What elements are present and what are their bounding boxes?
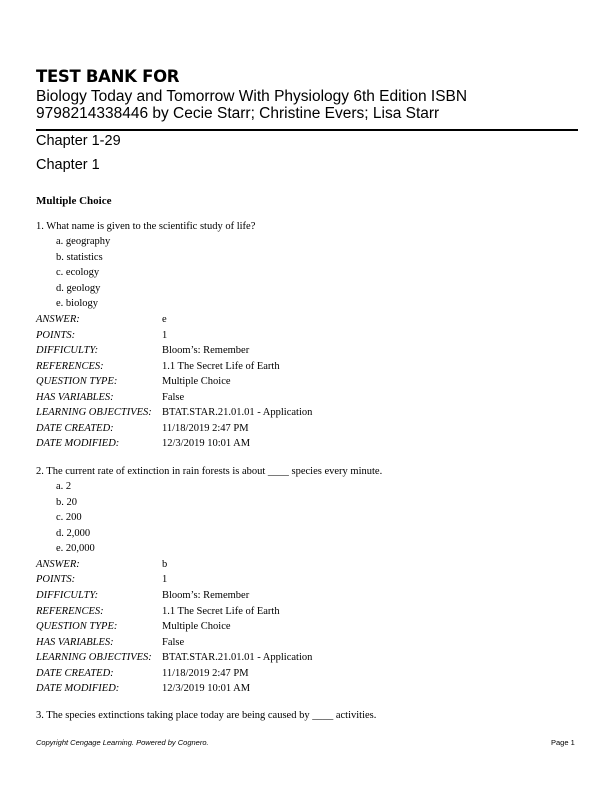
question-1-choice-a: a. geography xyxy=(56,236,111,247)
q1-points-label: POINTS: xyxy=(36,330,76,341)
q1-date-modified-value: 12/3/2019 10:01 AM xyxy=(162,438,251,449)
book-title: Biology Today and Tomorrow With Physiology 6th Edition ISBN 9798214338446 by Cecie Starr; Christine Evers; Lisa Starr xyxy=(36,88,468,122)
q1-learning-objectives-label: LEARNING OBJECTIVES: xyxy=(36,407,152,418)
q2-date-modified-value: 12/3/2019 10:01 AM xyxy=(162,683,251,694)
section-title: Multiple Choice xyxy=(36,195,112,207)
q2-references-label: REFERENCES: xyxy=(36,606,104,617)
q1-date-created-label: DATE CREATED: xyxy=(36,423,114,434)
footer-copyright: Copyright Cengage Learning. Powered by Cognero. xyxy=(36,738,209,747)
q2-difficulty-value: Bloom’s: Remember xyxy=(162,590,250,601)
question-2-stem: 2. The current rate of extinction in rain forests is about ____ species every minute. xyxy=(36,466,383,477)
q2-references-value: 1.1 The Secret Life of Earth xyxy=(162,606,280,617)
q1-question-type-value: Multiple Choice xyxy=(162,376,231,387)
q1-date-created-value: 11/18/2019 2:47 PM xyxy=(162,423,249,434)
q1-answer-value: e xyxy=(162,314,167,325)
q2-date-created-value: 11/18/2019 2:47 PM xyxy=(162,668,249,679)
q1-difficulty-label: DIFFICULTY: xyxy=(36,345,99,356)
q2-question-type-value: Multiple Choice xyxy=(162,621,231,632)
question-2-choice-a: a. 2 xyxy=(56,481,72,492)
q2-question-type-label: QUESTION TYPE: xyxy=(36,621,118,632)
question-1-choice-d: d. geology xyxy=(56,283,101,294)
chapter-title: Chapter 1 xyxy=(36,157,100,173)
q1-question-type-label: QUESTION TYPE: xyxy=(36,376,118,387)
footer-page-number: Page 1 xyxy=(551,738,575,747)
q1-has-variables-label: HAS VARIABLES: xyxy=(36,392,114,403)
q1-has-variables-value: False xyxy=(162,392,185,403)
question-2-choice-b: b. 20 xyxy=(56,497,77,508)
heading-divider xyxy=(36,129,578,131)
q1-references-value: 1.1 The Secret Life of Earth xyxy=(162,361,280,372)
q1-date-modified-label: DATE MODIFIED: xyxy=(36,438,120,449)
q2-has-variables-label: HAS VARIABLES: xyxy=(36,637,114,648)
question-2-choice-e: e. 20,000 xyxy=(56,543,95,554)
question-2-choice-d: d. 2,000 xyxy=(56,528,91,539)
question-3-stem: 3. The species extinctions taking place today are being caused by ____ activities. xyxy=(36,710,377,721)
q2-points-value: 1 xyxy=(162,574,168,585)
q2-answer-label: ANSWER: xyxy=(36,559,80,570)
question-1-choice-b: b. statistics xyxy=(56,252,103,263)
chapter-range: Chapter 1-29 xyxy=(36,133,121,149)
question-1-choice-c: c. ecology xyxy=(56,267,100,278)
q2-answer-value: b xyxy=(162,559,168,570)
q2-learning-objectives-value: BTAT.STAR.21.01.01 - Application xyxy=(162,652,313,663)
q1-difficulty-value: Bloom’s: Remember xyxy=(162,345,250,356)
q1-learning-objectives-value: BTAT.STAR.21.01.01 - Application xyxy=(162,407,313,418)
test-bank-heading: TEST BANK FOR xyxy=(36,67,180,86)
q2-difficulty-label: DIFFICULTY: xyxy=(36,590,99,601)
question-2-choice-c: c. 200 xyxy=(56,512,82,523)
q1-answer-label: ANSWER: xyxy=(36,314,80,325)
q2-has-variables-value: False xyxy=(162,637,185,648)
q2-date-modified-label: DATE MODIFIED: xyxy=(36,683,120,694)
q2-points-label: POINTS: xyxy=(36,574,76,585)
question-1-choice-e: e. biology xyxy=(56,298,98,309)
q1-points-value: 1 xyxy=(162,330,168,341)
q1-references-label: REFERENCES: xyxy=(36,361,104,372)
q2-learning-objectives-label: LEARNING OBJECTIVES: xyxy=(36,652,152,663)
question-1-stem: 1. What name is given to the scientific study of life? xyxy=(36,221,256,232)
q2-date-created-label: DATE CREATED: xyxy=(36,668,114,679)
